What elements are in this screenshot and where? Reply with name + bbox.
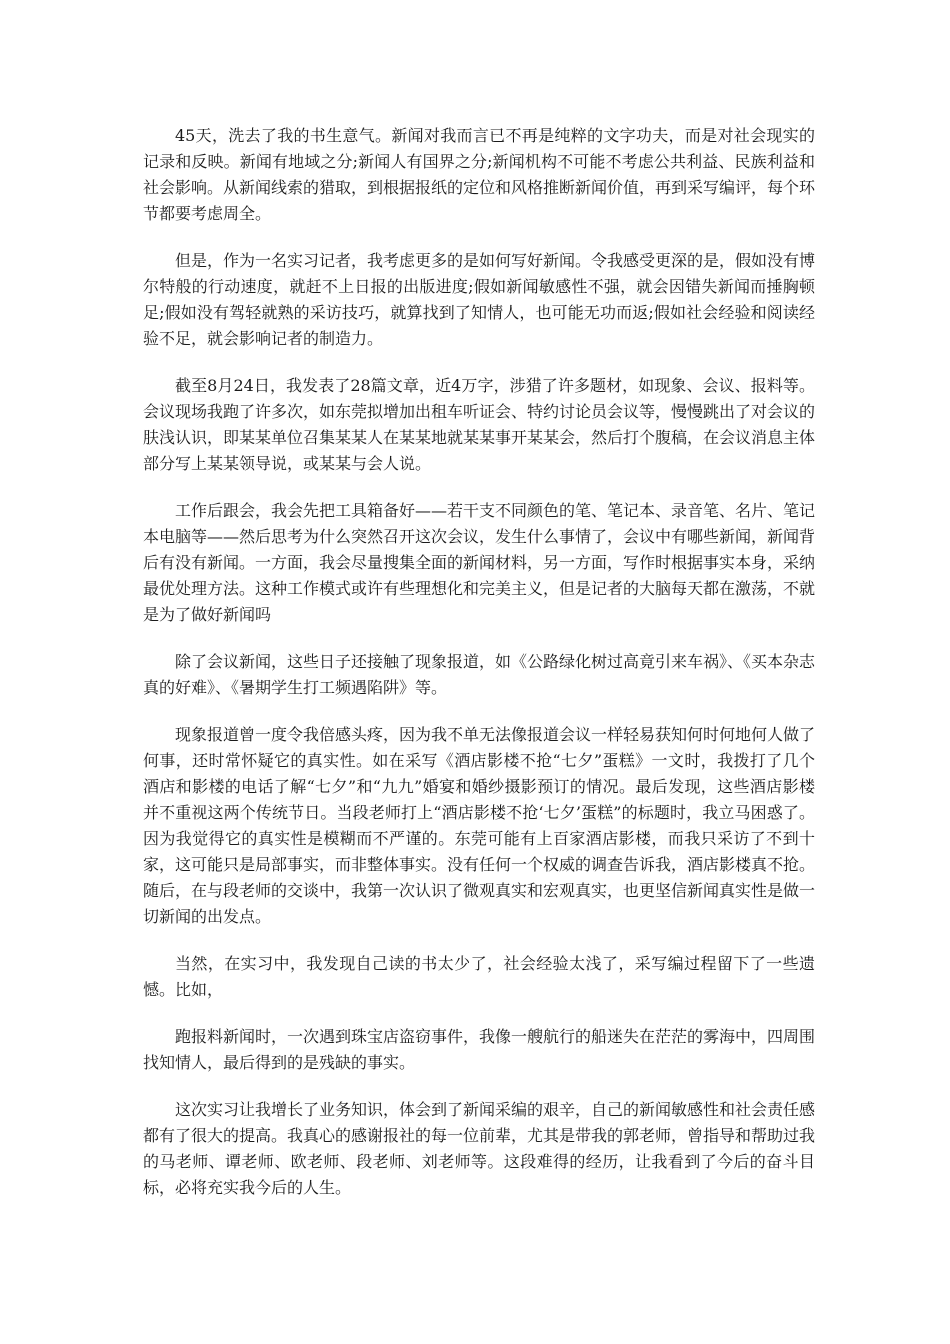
paragraph-3: 截至8月24日，我发表了28篇文章，近4万字，涉猎了许多题材，如现象、会议、报料等。会议现场我跑了许多次，如东莞拟增加出租车听证会、特约讨论员会议等，慢慢跳出了对会议的肤浅认识，即某某单位召集某某人在某某地就某某事开某某会，然后打个腹稿，在会议消息主体部分写上某某领导说，或某某与会人说。 <box>143 376 816 473</box>
paragraph-9: 这次实习让我增长了业务知识，体会到了新闻采编的艰辛，自己的新闻敏感性和社会责任感都有了很大的提高。我真心的感谢报社的每一位前辈，尤其是带我的郭老师，曾指导和帮助过我的马老师、谭老师、欧老师、段老师、刘老师等。这段难得的经历，让我看到了今后的奋斗目标，必将充实我今后的人生。 <box>143 1100 816 1197</box>
paragraph-2: 但是，作为一名实习记者，我考虑更多的是如何写好新闻。令我感受更深的是，假如没有博尔特般的行动速度，就赶不上日报的出版进度;假如新闻敏感性不强，就会因错失新闻而捶胸顿足;假如没有驾轻就熟的采访技巧，就算找到了知情人，也可能无功而返;假如社会经验和阅读经验不足，就会影响记者的制造力。 <box>143 251 816 348</box>
paragraph-5: 除了会议新闻，这些日子还接触了现象报道，如《公路绿化树过高竟引来车祸》、《买本杂志真的好难》、《暑期学生打工频遇陷阱》等。 <box>143 652 816 697</box>
paragraph-6: 现象报道曾一度令我倍感头疼，因为我不单无法像报道会议一样轻易获知何时何地何人做了何事，还时常怀疑它的真实性。如在采写《酒店影楼不抢“七夕”蛋糕》一文时，我拨打了几个酒店和影楼的电话了解“七夕”和“九九”婚宴和婚纱摄影预订的情况。最后发现，这些酒店影楼并不重视这两个传统节日。当段老师打上“酒店影楼不抢‘七夕’蛋糕”的标题时，我立马困惑了。因为我觉得它的真实性是模糊而不严谨的。东莞可能有上百家酒店影楼，而我只采访了不到十家，这可能只是局部事实，而非整体事实。没有任何一个权威的调查告诉我，酒店影楼真不抢。随后，在与段老师的交谈中，我第一次认识了微观真实和宏观真实，也更坚信新闻真实性是做一切新闻的出发点。 <box>143 725 816 926</box>
paragraph-7: 当然，在实习中，我发现自己读的书太少了，社会经验太浅了，采写编过程留下了一些遗憾。比如， <box>143 954 815 999</box>
document-body <box>143 123 815 1222</box>
paragraph-1: 45天，洗去了我的书生意气。新闻对我而言已不再是纯粹的文字功夫，而是对社会现实的记录和反映。新闻有地域之分;新闻人有国界之分;新闻机构不可能不考虑公共利益、民族利益和社会影响。从新闻线索的猎取，到根据报纸的定位和风格推断新闻价值，再到采写编评，每个环节都要考虑周全。 <box>143 126 816 223</box>
paragraph-8: 跑报料新闻时，一次遇到珠宝店盗窃事件，我像一艘航行的船迷失在茫茫的雾海中，四周围找知情人，最后得到的是残缺的事实。 <box>143 1027 816 1072</box>
paragraph-4: 工作后跟会，我会先把工具箱备好——若干支不同颜色的笔、笔记本、录音笔、名片、笔记本电脑等——然后思考为什么突然召开这次会议，发生什么事情了，会议中有哪些新闻，新闻背后有没有新闻。一方面，我会尽量搜集全面的新闻材料，另一方面，写作时根据事实本身，采纳最优处理方法。这种工作模式或许有些理想化和完美主义，但是记者的大脑每天都在激荡，不就是为了做好新闻吗 <box>143 501 816 624</box>
